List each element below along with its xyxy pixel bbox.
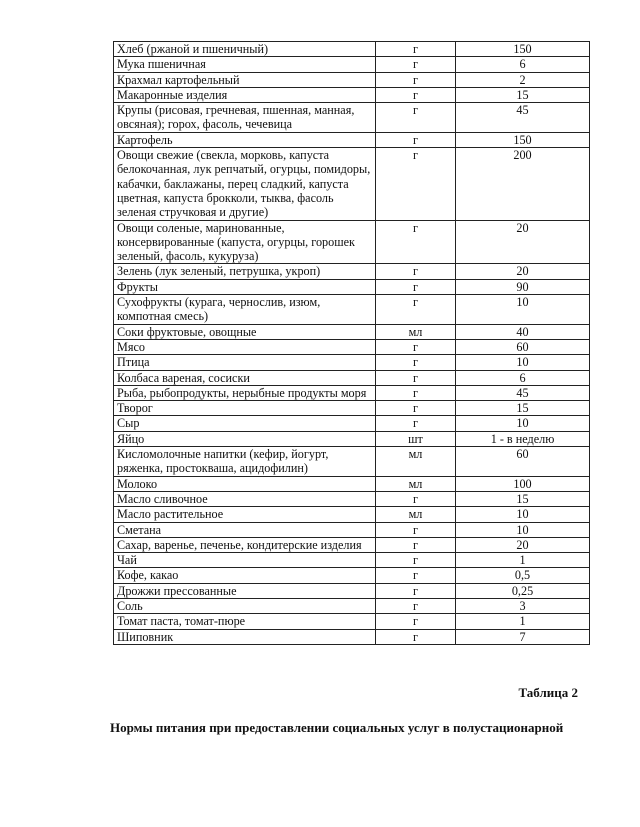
table-row bbox=[114, 295, 590, 325]
product-name-cell: Кофе, какао bbox=[114, 568, 376, 583]
unit-cell: г bbox=[376, 103, 456, 133]
norm-cell: 15 bbox=[456, 87, 590, 102]
norm-cell: 200 bbox=[456, 148, 590, 220]
unit-cell: г bbox=[376, 264, 456, 279]
norm-cell: 1 - в неделю bbox=[456, 431, 590, 446]
table-row bbox=[114, 401, 590, 416]
product-name-cell: Кисломолочные напитки (кефир, йогурт, ряженка, простокваша, ацидофилин) bbox=[114, 447, 376, 477]
table-row bbox=[114, 132, 590, 147]
table-row bbox=[114, 447, 590, 477]
section-heading: Нормы питания при предоставлении социальных услуг в полустационарной bbox=[110, 720, 564, 735]
unit-cell: г bbox=[376, 537, 456, 552]
norm-cell: 150 bbox=[456, 132, 590, 147]
table-row bbox=[114, 598, 590, 613]
food-norms-table-body bbox=[114, 42, 590, 645]
norm-cell: 6 bbox=[456, 57, 590, 72]
product-name-cell: Томат паста, томат-пюре bbox=[114, 614, 376, 629]
norm-cell: 2 bbox=[456, 72, 590, 87]
table-row bbox=[114, 629, 590, 644]
unit-cell: г bbox=[376, 583, 456, 598]
norm-cell: 10 bbox=[456, 355, 590, 370]
product-name-cell: Зелень (лук зеленый, петрушка, укроп) bbox=[114, 264, 376, 279]
product-name-cell: Творог bbox=[114, 401, 376, 416]
unit-cell: г bbox=[376, 87, 456, 102]
norm-cell: 15 bbox=[456, 491, 590, 506]
product-name-cell: Крахмал картофельный bbox=[114, 72, 376, 87]
unit-cell: г bbox=[376, 401, 456, 416]
norm-cell: 1 bbox=[456, 614, 590, 629]
norm-cell: 0,5 bbox=[456, 568, 590, 583]
product-name-cell: Колбаса вареная, сосиски bbox=[114, 370, 376, 385]
table-row bbox=[114, 355, 590, 370]
norm-cell: 10 bbox=[456, 522, 590, 537]
norm-cell: 60 bbox=[456, 447, 590, 477]
norm-cell: 40 bbox=[456, 324, 590, 339]
unit-cell: г bbox=[376, 355, 456, 370]
table-row bbox=[114, 370, 590, 385]
unit-cell: г bbox=[376, 568, 456, 583]
unit-cell: г bbox=[376, 370, 456, 385]
table-row bbox=[114, 87, 590, 102]
product-name-cell: Сахар, варенье, печенье, кондитерские изделия bbox=[114, 537, 376, 552]
product-name-cell: Сметана bbox=[114, 522, 376, 537]
unit-cell: г bbox=[376, 385, 456, 400]
product-name-cell: Фрукты bbox=[114, 279, 376, 294]
unit-cell: г bbox=[376, 220, 456, 264]
table-row bbox=[114, 568, 590, 583]
unit-cell: г bbox=[376, 522, 456, 537]
product-name-cell: Мука пшеничная bbox=[114, 57, 376, 72]
norm-cell: 45 bbox=[456, 385, 590, 400]
table-row bbox=[114, 522, 590, 537]
unit-cell: г bbox=[376, 72, 456, 87]
unit-cell: мл bbox=[376, 447, 456, 477]
unit-cell: г bbox=[376, 132, 456, 147]
unit-cell: г bbox=[376, 614, 456, 629]
product-name-cell: Овощи свежие (свекла, морковь, капуста белокочанная, лук репчатый, огурцы, помидоры, кабачки, баклажаны, перец сладкий, капуста цветная, капуста брокколи, тыква, фасоль зеленая стручковая и другие) bbox=[114, 148, 376, 220]
norm-cell: 10 bbox=[456, 507, 590, 522]
unit-cell: шт bbox=[376, 431, 456, 446]
norm-cell: 100 bbox=[456, 476, 590, 491]
product-name-cell: Яйцо bbox=[114, 431, 376, 446]
product-name-cell: Соль bbox=[114, 598, 376, 613]
product-name-cell: Рыба, рыбопродукты, нерыбные продукты моря bbox=[114, 385, 376, 400]
unit-cell: мл bbox=[376, 324, 456, 339]
unit-cell: г bbox=[376, 416, 456, 431]
table-row bbox=[114, 42, 590, 57]
norm-cell: 20 bbox=[456, 264, 590, 279]
table-row bbox=[114, 279, 590, 294]
table-row bbox=[114, 431, 590, 446]
table-row bbox=[114, 614, 590, 629]
product-name-cell: Молоко bbox=[114, 476, 376, 491]
unit-cell: г bbox=[376, 148, 456, 220]
unit-cell: мл bbox=[376, 476, 456, 491]
product-name-cell: Макаронные изделия bbox=[114, 87, 376, 102]
product-name-cell: Масло сливочное bbox=[114, 491, 376, 506]
product-name-cell: Хлеб (ржаной и пшеничный) bbox=[114, 42, 376, 57]
norm-cell: 10 bbox=[456, 295, 590, 325]
table-caption: Таблица 2 bbox=[518, 685, 578, 700]
product-name-cell: Масло растительное bbox=[114, 507, 376, 522]
product-name-cell: Сыр bbox=[114, 416, 376, 431]
unit-cell: г bbox=[376, 42, 456, 57]
table-row bbox=[114, 385, 590, 400]
food-norms-table bbox=[113, 41, 590, 645]
unit-cell: г bbox=[376, 295, 456, 325]
table-row bbox=[114, 583, 590, 598]
norm-cell: 150 bbox=[456, 42, 590, 57]
table-row bbox=[114, 220, 590, 264]
product-name-cell: Картофель bbox=[114, 132, 376, 147]
product-name-cell: Шиповник bbox=[114, 629, 376, 644]
product-name-cell: Чай bbox=[114, 553, 376, 568]
norm-cell: 20 bbox=[456, 537, 590, 552]
unit-cell: г bbox=[376, 279, 456, 294]
table-row bbox=[114, 416, 590, 431]
unit-cell: г bbox=[376, 339, 456, 354]
table-row bbox=[114, 72, 590, 87]
unit-cell: г bbox=[376, 57, 456, 72]
unit-cell: г bbox=[376, 491, 456, 506]
norm-cell: 90 bbox=[456, 279, 590, 294]
product-name-cell: Дрожжи прессованные bbox=[114, 583, 376, 598]
product-name-cell: Крупы (рисовая, гречневая, пшенная, манная, овсяная); горох, фасоль, чечевица bbox=[114, 103, 376, 133]
norm-cell: 3 bbox=[456, 598, 590, 613]
norm-cell: 60 bbox=[456, 339, 590, 354]
product-name-cell: Сухофрукты (курага, чернослив, изюм, компотная смесь) bbox=[114, 295, 376, 325]
table-row bbox=[114, 57, 590, 72]
norm-cell: 7 bbox=[456, 629, 590, 644]
table-row bbox=[114, 103, 590, 133]
norm-cell: 10 bbox=[456, 416, 590, 431]
unit-cell: г bbox=[376, 598, 456, 613]
product-name-cell: Овощи соленые, маринованные, консервированные (капуста, огурцы, горошек зеленый, фасоль, кукуруза) bbox=[114, 220, 376, 264]
unit-cell: г bbox=[376, 553, 456, 568]
norm-cell: 45 bbox=[456, 103, 590, 133]
table-row bbox=[114, 324, 590, 339]
table-row bbox=[114, 537, 590, 552]
norm-cell: 1 bbox=[456, 553, 590, 568]
table-row bbox=[114, 476, 590, 491]
table-row bbox=[114, 339, 590, 354]
table-row bbox=[114, 553, 590, 568]
norm-cell: 0,25 bbox=[456, 583, 590, 598]
unit-cell: г bbox=[376, 629, 456, 644]
unit-cell: мл bbox=[376, 507, 456, 522]
norm-cell: 6 bbox=[456, 370, 590, 385]
table-row bbox=[114, 491, 590, 506]
table-row bbox=[114, 507, 590, 522]
product-name-cell: Соки фруктовые, овощные bbox=[114, 324, 376, 339]
product-name-cell: Мясо bbox=[114, 339, 376, 354]
table-row bbox=[114, 148, 590, 220]
product-name-cell: Птица bbox=[114, 355, 376, 370]
norm-cell: 20 bbox=[456, 220, 590, 264]
norm-cell: 15 bbox=[456, 401, 590, 416]
table-row bbox=[114, 264, 590, 279]
